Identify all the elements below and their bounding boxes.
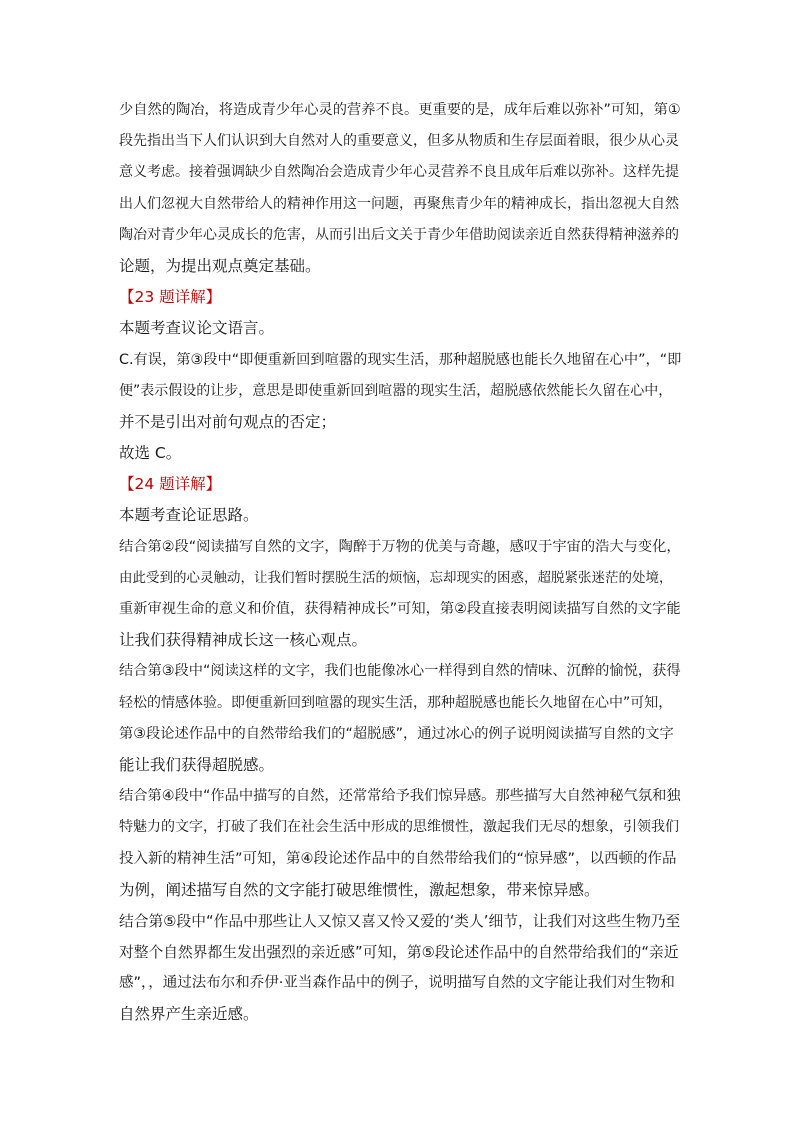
text-line: 结合第④段中“作品中描写的自然，还常常给予我们惊异感。那些描写大自然神秘气氛和独: [119, 788, 681, 805]
text-line: 出人们忽视大自然带给人的精神作用这一问题，再聚焦青少年的精神成长，指出忽视大自然: [119, 195, 679, 212]
text-line: 轻松的情感体验。即便重新回到喧嚣的现实生活，那种超脱感也能长久地留在心中”可知，: [119, 694, 673, 711]
text-line: 感”，，通过法布尔和乔伊·亚当森作品中的例子，说明描写自然的文字能让我们对生物和: [119, 975, 675, 992]
text-line: 故选 C。: [119, 444, 182, 463]
text-line: 为例，阐述描写自然的文字能打破思维惯性，激起想象，带来惊异感。: [119, 880, 600, 899]
text-line: 并不是引出对前句观点的否定；: [119, 412, 337, 431]
text-line: 让我们获得精神成长这一核心观点。: [119, 631, 368, 650]
text-line: 结合第⑤段中“作品中那些让人又惊又喜又怜又爱的‘类人’细节，让我们对这些生物乃至: [119, 912, 681, 930]
text-line: 本题考查论证思路。: [119, 506, 259, 525]
text-line: 自然界产生亲近感。: [119, 1005, 259, 1024]
text-line: 本题考查议论文语言。: [119, 319, 275, 338]
text-line: 意义考虑。接着强调缺少自然陶冶会造成青少年心灵营养不良且成年后难以弥补。这样先提: [119, 164, 679, 181]
text-line: 少自然的陶冶，将造成青少年心灵的营养不良。更重要的是，成年后难以弥补”可知，第①: [119, 102, 681, 118]
text-line: 对整个自然界都生发出强烈的亲近感”可知，第⑤段论述作品中的自然带给我们的“亲近: [119, 944, 679, 962]
text-line: 便”表示假设的让步，意思是即使重新回到喧嚣的现实生活，超脱感依然能长久留在心中，: [119, 382, 673, 399]
text-line: 能让我们获得超脱感。: [119, 755, 275, 774]
text-line: 结合第②段“阅读描写自然的文字，陶醉于万物的优美与奇趣，感叹于宇宙的浩大与变化，: [119, 538, 681, 555]
text-line: 由此受到的心灵触动，让我们暂时摆脱生活的烦恼，忘却现实的困惑，超脱紧张迷茫的处境，: [119, 569, 673, 586]
section-heading-24: 【24 题详解】: [119, 475, 222, 494]
text-line: 结合第③段中“阅读这样的文字，我们也能像冰心一样得到自然的情味、沉醉的愉悦，获得: [119, 663, 681, 680]
section-heading-23: 【23 题详解】: [119, 288, 222, 307]
text-line: 投入新的精神生活”可知，第④段论述作品中的自然带给我们的“惊异感”，以西顿的作品: [119, 850, 677, 867]
text-line: 重新审视生命的意义和价值，获得精神成长”可知，第②段直接表明阅读描写自然的文字能: [119, 601, 681, 617]
text-line: 段先指出当下人们认识到大自然对人的重要意义，但多从物质和生存层面着眼，很少从心灵: [119, 133, 679, 150]
text-line: 陶冶对青少年心灵成长的危害，从而引出后文关于青少年借助阅读亲近自然获得精神滋养的: [119, 226, 679, 243]
text-line: C.有误，第③段中“即便重新回到喧嚣的现实生活，那种超脱感也能长久地留在心中”，“即: [119, 351, 682, 368]
text-line: 第③段论述作品中的自然带给我们的“超脱感”，通过冰心的例子说明阅读描写自然的文字: [119, 725, 674, 742]
text-line: 特魅力的文字，打破了我们在社会生活中形成的思维惯性，激起我们无尽的想象，引领我们: [119, 819, 679, 836]
text-line: 论题，为提出观点奠定基础。: [119, 256, 321, 275]
document-body: [119, 95, 681, 1031]
